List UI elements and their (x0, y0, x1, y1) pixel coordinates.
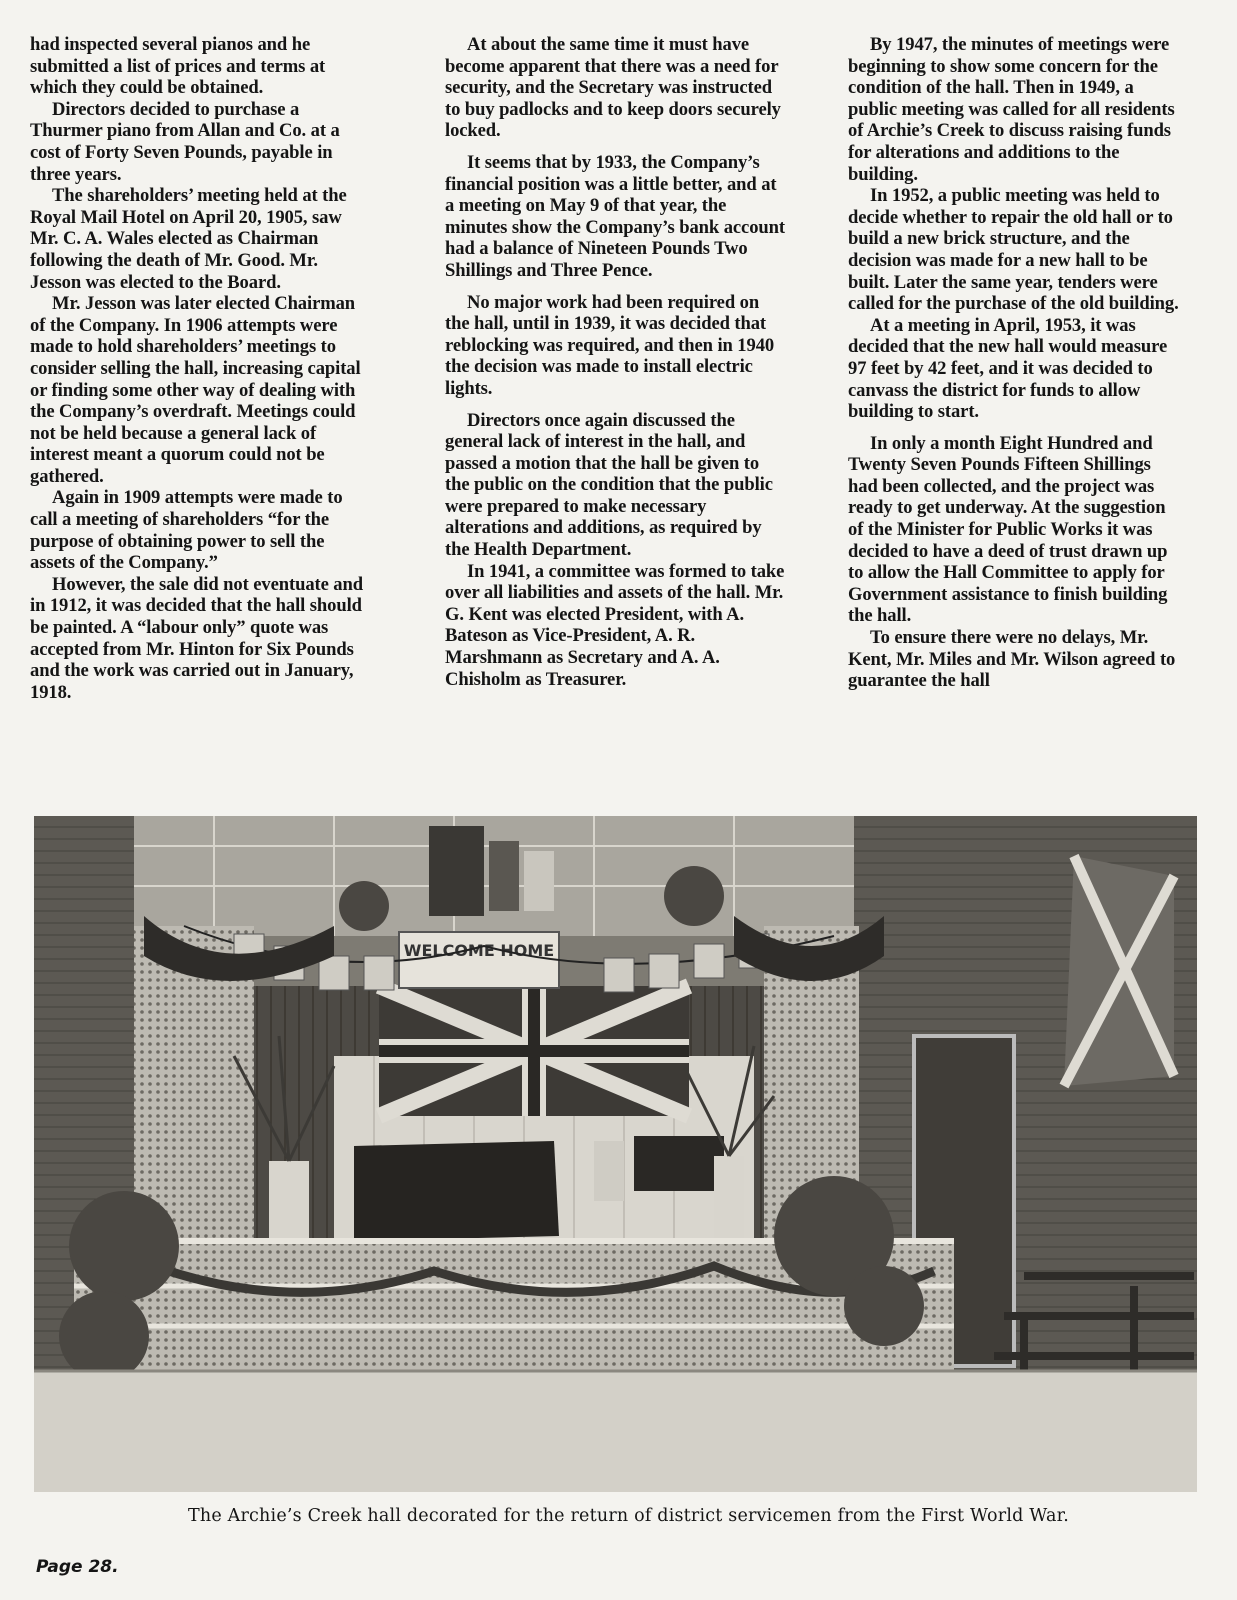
paragraph: had inspected several pianos and he submitted a list of prices and terms at which they could be obtained. (30, 34, 326, 99)
paragraph: However, the sale did not eventuate and in 1912, it was decided that the hall should be painted. A “labour only” quote was accepted from Mr. Hinton for Six Pounds and the work was carried out in January, 1918. (30, 573, 363, 703)
paragraph: Directors once again discussed the general lack of interest in the hall, and passed a motion that the hall be given to the public on the condition that the public were prepared to make necessary alterations and additions, as required by the Health Department. (445, 409, 773, 561)
paragraph: In only a month Eight Hundred and Twenty Seven Pounds Fifteen Shillings had been collected, and the project was ready to get underway. At the suggestion of the Minister for Public Works it was decided to have a deed of trust drawn up to allow the Hall Committee to apply for Government assistance to finish building the hall. (848, 432, 1168, 627)
paragraph: In 1952, a public meeting was held to decide whether to repair the old hall or to build a new brick structure, and the decision was made for a new hall to be built. Later the same year, tenders were called for the purchase of the old building. (848, 185, 1179, 315)
union-jack-flag (379, 986, 689, 1116)
welcome-home-banner: WELCOME HOME (403, 941, 555, 960)
paragraph: Directors decided to purchase a Thurmer piano from Allan and Co. at a cost of Forty Seven Pounds, payable in three years. (30, 98, 340, 185)
page-number: Page 28. (36, 1557, 119, 1577)
paragraph: It seems that by 1933, the Company’s financial position was a little better, and at a meeting on May 9 of that year, the minutes show the Company’s bank account had a balance of Nineteen Pounds Two Shillings and Three Pence. (445, 151, 785, 281)
paragraph: No major work had been required on the hall, until in 1939, it was decided that reblocking was required, and then in 1940 the decision was made to install electric lights. (445, 291, 775, 399)
paragraph: At about the same time it must have become apparent that there was a need for security, and the Secretary was instructed to buy padlocks and to keep doors securely locked. (445, 34, 781, 142)
text-column-3 (848, 34, 1183, 692)
paragraph: In 1941, a committee was formed to take over all liabilities and assets of the hall. Mr. G. Kent was elected President, with A. Bateson as Vice-President, A. R. Marshmann as Secretary and A. A. Chisholm as Treasurer. (445, 560, 785, 690)
hall-photograph (34, 816, 1197, 1492)
text-column-2 (445, 34, 785, 690)
paragraph: To ensure there were no delays, Mr. Kent, Mr. Miles and Mr. Wilson agreed to guarantee the hall (848, 627, 1176, 692)
paragraph: The shareholders’ meeting held at the Royal Mail Hotel on April 20, 1905, saw Mr. C. A. Wales elected as Chairman following the death of Mr. Good. Mr. Jesson was elected to the Board. (30, 185, 347, 293)
paragraph: Mr. Jesson was later elected Chairman of the Company. In 1906 attempts were made to hold shareholders’ meetings to consider selling the hall, increasing capital or finding some other way of dealing with the Company’s overdraft. Meetings could not be held because a general lack of interest meant a quorum could not be gathered. (30, 293, 361, 487)
paragraph: By 1947, the minutes of meetings were beginning to show some concern for the condition of the hall. Then in 1949, a public meeting was called for all residents of Archie’s Creek to discuss raising funds for alterations and additions to the building. (848, 34, 1175, 185)
paragraph: At a meeting in April, 1953, it was decided that the new hall would measure 97 feet by 42 feet, and it was decided to canvass the district for funds to allow building to start. (848, 314, 1168, 423)
photo-caption: The Archie’s Creek hall decorated for the return of district servicemen from the First World War. (187, 1506, 1069, 1526)
paragraph: Again in 1909 attempts were made to call a meeting of shareholders “for the purpose of obtaining power to sell the assets of the Company.” (30, 487, 343, 574)
text-column-1 (30, 34, 370, 703)
